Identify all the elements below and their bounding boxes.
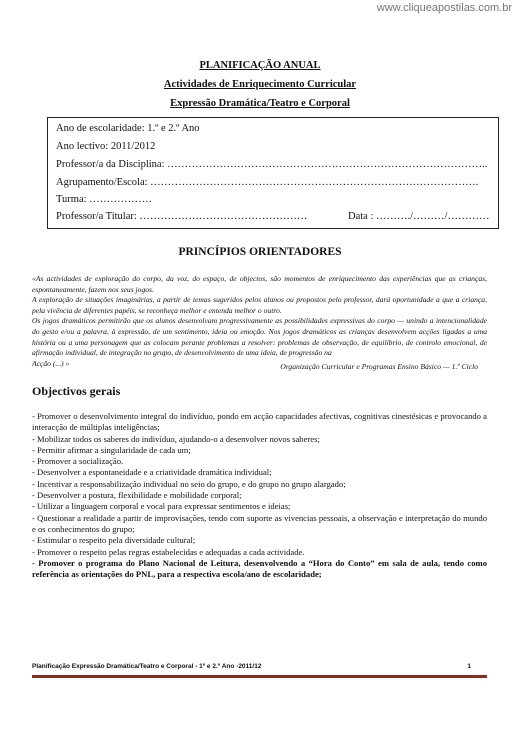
list-item: - Permitir afirmar a singularidade de cada um; xyxy=(32,444,191,455)
list-item: - Questionar a realidade a partir de improvisações, tendo com suporte as vivencias pessoais, a observação e interpretação do mundo e os conhecimentos do grupo; xyxy=(32,512,487,534)
quote-citation: Organização Curricular e Programas Ensino Básico — 1.º Ciclo xyxy=(280,362,478,371)
field-ano-escolaridade: Ano de escolaridade: 1.º e 2.º Ano xyxy=(56,123,200,134)
objectives-list xyxy=(32,411,487,580)
list-item: - Incentivar a responsabilização individual no seio do grupo, e do grupo no grupo alargado; xyxy=(32,478,346,489)
footer-rule xyxy=(32,675,487,678)
section-heading-objectivos: Objectivos gerais xyxy=(32,384,121,398)
watermark: www.cliqueapostilas.com.br xyxy=(376,2,512,14)
document-subtitle-discipline: Expressão Dramática/Teatro e Corporal xyxy=(170,98,350,109)
list-item-bold: - Promover o programa do Plano Nacional de Leitura, desenvolvendo a “Hora do Conto” em sala de aula, tendo como referência as orientações do PNL, para a respectiva escola/ano de escolaridade; xyxy=(32,557,487,580)
quote-paragraph: A exploração de situações imaginárias, a partir de temas sugeridos pelos alunos ou propostos pelo professor, dará oportunidade a que a criança, pela vivência de diferentes papéis, se reconheça melhor e entenda melhor o outro. xyxy=(32,295,487,315)
list-item: - Desenvolver a postura, flexibilidade e mobilidade corporal; xyxy=(32,490,242,501)
document-subtitle-activities: Actividades de Enriquecimento Curricular xyxy=(163,79,357,90)
list-item: - Promover a socialização. xyxy=(32,456,124,467)
quote-paragraph: Acção (...) » xyxy=(32,358,70,368)
list-item: - Mobilizar todos os saberes do indivíduo, ajudando-o a desenvolver novos saberes; xyxy=(32,433,320,444)
list-item: - Promover o respeito pelas regras estabelecidas e adequadas a cada actividade. xyxy=(32,546,305,557)
field-ano-lectivo: Ano lectivo: 2011/2012 xyxy=(56,141,156,152)
page-footer xyxy=(32,663,487,670)
footer-text: Planificação Expressão Dramática/Teatro e Corporal - 1º e 2.º Ano -2011/12 xyxy=(32,663,262,670)
field-data: Data : ………./………/………… xyxy=(348,211,490,222)
identification-box xyxy=(47,117,499,229)
document-header xyxy=(0,56,520,113)
quote-paragraph: «As actividades de exploração do corpo, da voz, do espaço, de objectos, são momentos de enriquecimento das experiências que as crianças, espontaneamente, fazem nos seus jogos. xyxy=(32,274,487,294)
section-heading-principios: PRINCÍPIOS ORIENTADORES xyxy=(178,246,342,258)
field-professor-disciplina: Professor/a da Disciplina: ……………………………………………………………………………….. xyxy=(56,159,488,170)
list-item: - Estimular o respeito pela diversidade cultural; xyxy=(32,535,196,546)
list-item: - Promover o desenvolvimento integral do indivíduo, pondo em acção capacidades afectivas, cognitivas cinestésicas e provocando a interacção de múltiplas inteligências; xyxy=(32,411,487,433)
field-turma: Turma: ……………… xyxy=(56,194,153,205)
list-item: - Utilizar a linguagem corporal e vocal para expressar sentimentos e ideias; xyxy=(32,501,291,512)
page-number: 1 xyxy=(467,663,471,670)
document-title: PLANIFICAÇÃO ANUAL xyxy=(199,60,321,71)
principles-quote xyxy=(32,274,487,369)
field-professor-titular: Professor/a Titular: ………………………………………… xyxy=(56,211,308,222)
quote-paragraph: Os jogos dramáticos permitirão que os alunos desenvolvam progressivamente as possibilidades expressivas do corpo — unindo a intencionalidade do gesto e/ou a palavra, à expressão, de um sentimento, ideia ou emoção. Nos jogos dramáticos as crianças desenvolvem acções ligadas a uma história ou a uma personagem que as colocam perante problemas a resolver: problemas de observação, de equilíbrio, de controlo emocional, de afirmação individual, de integração no grupo, de desenvolvimento de uma ideia, de progressão na xyxy=(32,316,487,358)
list-item: - Desenvolver a espontaneidade e a criatividade dramática individual; xyxy=(32,467,272,478)
field-agrupamento: Agrupamento/Escola: …………………………………………………………………………………. xyxy=(56,177,479,188)
field-professor-titular-row xyxy=(56,211,496,222)
